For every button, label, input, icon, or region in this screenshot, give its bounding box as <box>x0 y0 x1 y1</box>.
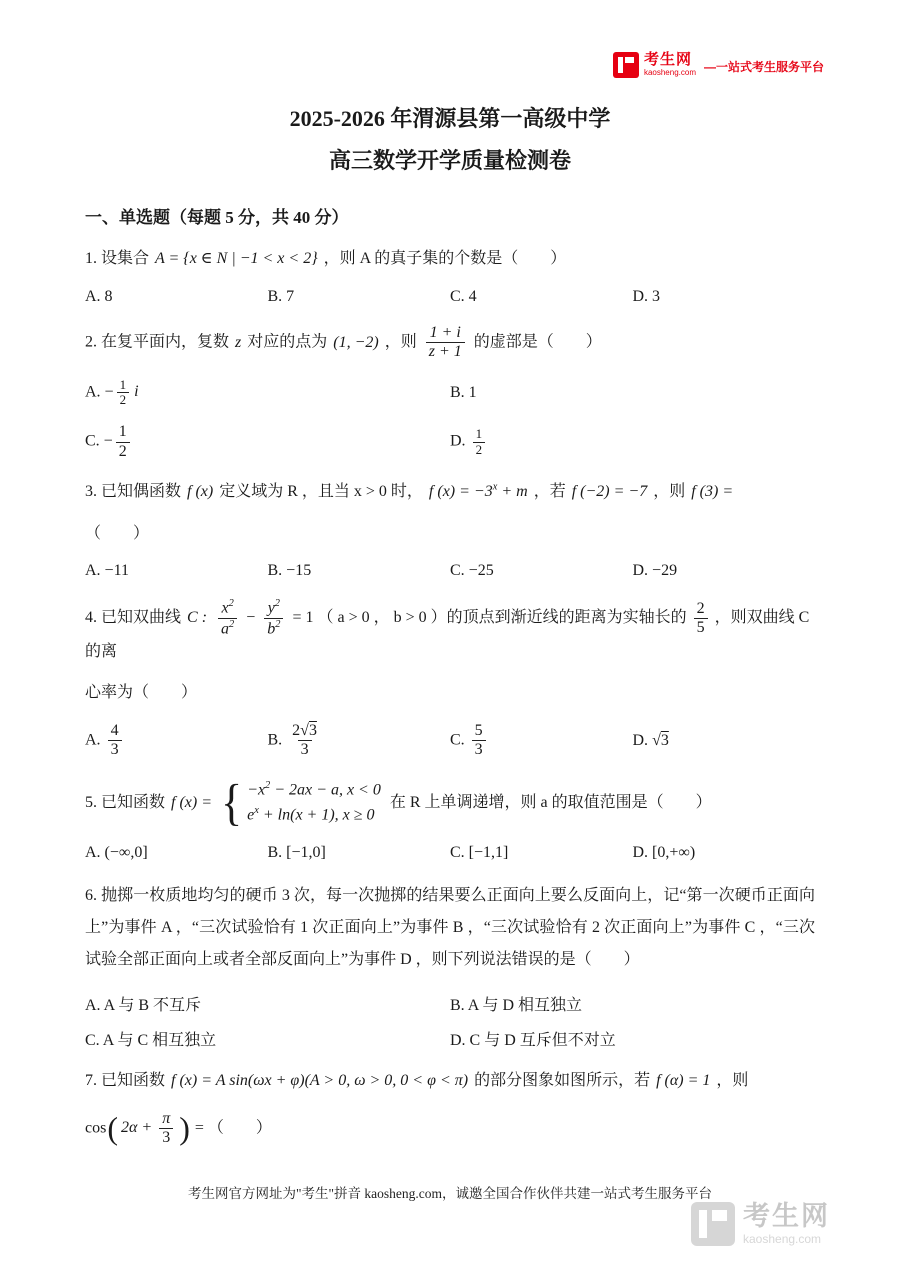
q3-text-pre: 3. 已知偶函数 <box>85 483 182 501</box>
question-5 <box>85 774 815 831</box>
q1-option-d: D. 3 <box>632 287 661 305</box>
kaosheng-logo-icon <box>613 52 639 78</box>
q2-option-a-suffix: i <box>134 383 139 401</box>
radical-sign: √ <box>300 721 309 739</box>
q4-option-d-label: D. <box>632 731 653 749</box>
q2-a-num: 1 <box>119 376 127 392</box>
q3-fx-def-sup: x <box>492 481 498 493</box>
q4-option-d <box>633 732 816 750</box>
q7-pi-frac <box>157 1110 175 1148</box>
q7-cos: cos <box>85 1119 107 1137</box>
q4-a-frac-num: 4 <box>110 721 119 739</box>
q4-frac-25 <box>694 600 708 638</box>
q4-a: a <box>221 620 230 638</box>
q4-eq: = 1 <box>292 609 314 627</box>
q4-25-den: 5 <box>694 618 708 637</box>
q1-option-c: C. 4 <box>450 287 477 305</box>
q4-b: b <box>267 620 276 638</box>
q4-y-sup: 2 <box>274 598 280 610</box>
q2-var-z: z <box>235 333 242 351</box>
q4-b2 <box>264 618 283 639</box>
q1-text-post: ，则 A 的真子集的个数是（ ） <box>323 250 567 268</box>
q5-option-a: A. (−∞,0] <box>85 843 148 861</box>
q4-option-a-label: A. <box>85 731 105 749</box>
q2-option-c <box>85 423 450 461</box>
q5-case-1 <box>247 778 381 803</box>
q2-option-d-label: D. <box>450 432 470 450</box>
sqrt-symbol <box>652 732 669 749</box>
kaosheng-watermark-icon <box>691 1202 735 1246</box>
q6-option-c: C. A 与 C 相互独立 <box>85 1031 217 1049</box>
q7-text-pre: 7. 已知函数 <box>85 1071 166 1089</box>
q4-text-post: ，则双曲线 C 的离 <box>85 609 810 660</box>
watermark-text <box>743 1202 830 1246</box>
q7-inner: 2α + <box>120 1119 153 1137</box>
kaosheng-logo-text <box>644 52 696 77</box>
q3-option-c: C. −25 <box>450 562 494 580</box>
q4-text-mid: （ a > 0 ， b > 0 ）的顶点到渐近线的距离为实轴长的 <box>317 609 687 627</box>
q4-y: y <box>267 599 275 617</box>
q3-text-mid2: ，若 <box>533 483 566 501</box>
q5-case2-sup: x <box>254 804 259 816</box>
watermark-brand: 考生网 <box>743 1201 830 1232</box>
q6-options-row2 <box>85 1027 815 1050</box>
q2-option-c-frac <box>116 423 130 461</box>
q4-minus: − <box>246 609 256 627</box>
q4-a-sup: 2 <box>229 619 235 631</box>
q4-option-a <box>85 722 268 760</box>
kaosheng-watermark <box>691 1202 830 1246</box>
q4-25-num: 2 <box>696 599 705 617</box>
q3-option-a: A. −11 <box>85 562 129 580</box>
kaosheng-logo <box>613 52 824 78</box>
q4-option-c-frac <box>472 722 486 760</box>
question-7 <box>85 1068 815 1094</box>
q2-d-den: 2 <box>473 442 486 457</box>
brand-name: 考生网 <box>643 51 692 68</box>
q4-line2: 心率为（ ） <box>85 684 198 702</box>
q4-options <box>85 722 815 760</box>
q7-f-alpha: f (α) = 1 <box>656 1071 711 1089</box>
q4-b-frac-num <box>289 722 320 740</box>
q4-b-frac-den: 3 <box>298 740 312 759</box>
q3-f3: f (3) = <box>691 483 734 501</box>
q7-text-post: ，则 <box>716 1071 749 1089</box>
q6-options-row1 <box>85 992 815 1015</box>
q4-d-radicand: 3 <box>660 731 669 749</box>
right-paren: ) <box>179 1110 190 1147</box>
q5-option-d: D. [0,+∞) <box>632 843 696 861</box>
q2-fraction <box>424 324 467 362</box>
q4-b-sup: 2 <box>275 619 281 631</box>
q2-point: (1, −2) <box>333 333 379 351</box>
q2-option-a <box>85 378 450 408</box>
q5-case2-a: e <box>247 806 255 824</box>
q2-option-a-label: A. − <box>85 383 114 401</box>
question-3 <box>85 479 815 505</box>
q3-text-mid3: ，则 <box>653 483 686 501</box>
q7-eq-blank: = （ ） <box>194 1119 272 1137</box>
q2-c-num: 1 <box>118 423 127 441</box>
q2-d-num: 1 <box>475 426 483 442</box>
q2-options-row1 <box>85 378 815 408</box>
q2-option-a-frac <box>117 378 130 408</box>
q3-fx-def-a: f (x) = −3 <box>428 483 493 501</box>
q4-option-b <box>268 722 451 760</box>
section-heading: 一、单选题（每题 5 分，共 40 分） <box>85 208 349 228</box>
q7-pi: π <box>162 1109 171 1127</box>
q1-options <box>85 288 815 306</box>
q4-x: x <box>221 599 229 617</box>
q4-a2 <box>218 618 237 639</box>
q7-function: f (x) = A sin(ωx + φ)(A > 0, ω > 0, 0 < φ < π) <box>171 1071 469 1089</box>
q4-option-c-label: C. <box>450 731 469 749</box>
q5-text-pre: 5. 已知函数 <box>85 793 166 811</box>
q5-case1-a: −x <box>247 781 266 799</box>
q5-cases-column <box>245 778 383 828</box>
q5-case1-sup: 2 <box>265 779 271 791</box>
q2-option-d <box>450 427 815 457</box>
brand-domain: kaosheng.com <box>643 68 696 77</box>
left-brace: { <box>221 774 243 831</box>
radical-sign: √ <box>652 731 661 749</box>
q2-text-post: 的虚部是（ ） <box>473 333 602 351</box>
q5-option-c: C. [−1,1] <box>450 843 509 861</box>
q3-blank-line: （ ） <box>85 524 150 542</box>
left-paren: ( <box>107 1110 118 1147</box>
q5-options <box>85 844 815 862</box>
q7-line2 <box>85 1110 815 1148</box>
question-6: 6. 抛掷一枚质地均匀的硬币 3 次，每一次抛掷的结果要么正面向上要么反面向上，记“第一次硬币正面向上”为事件 A ，“三次试验恰有 1 次正面向上”为事件 B ，“三次试验恰有 2 次正面向上”为事件 C ，“三次试验全部正面向上或者全部反面向上”为事件 D ，则下列说法错误的是（ ） <box>85 886 815 968</box>
q2-frac-num: 1 + i <box>429 323 461 341</box>
question-4 <box>85 598 815 664</box>
q2-text-pre2: 对应的点为 <box>247 333 328 351</box>
q4-x-sup: 2 <box>228 598 234 610</box>
q4-b-num-coef: 2 <box>292 721 301 739</box>
q3-text-mid1: 定义域为 R ，且当 x > 0 时， <box>219 483 423 501</box>
paper-title-line1: 2025-2026 年渭源县第一高级中学 <box>289 106 611 131</box>
q1-math-set: A = {x ∈ N | −1 < x < 2} <box>155 250 318 268</box>
q5-text-post: 在 R 上单调递增，则 a 的取值范围是（ ） <box>389 793 712 811</box>
q4-option-c <box>450 722 633 760</box>
q5-case-2 <box>247 803 381 828</box>
q4-text-pre: 4. 已知双曲线 <box>85 609 182 627</box>
q5-case2-b: + ln(x + 1), x ≥ 0 <box>258 806 375 824</box>
q2-text-pre1: 2. 在复平面内，复数 <box>85 333 230 351</box>
q2-a-den: 2 <box>117 392 130 407</box>
q4-c-frac-den: 3 <box>472 740 486 759</box>
q5-fx: f (x) = <box>171 793 213 811</box>
q3-option-b: B. −15 <box>267 562 312 580</box>
q3-options <box>85 562 815 580</box>
watermark-domain: kaosheng.com <box>743 1231 822 1246</box>
q1-option-b: B. 7 <box>267 287 295 305</box>
q3-f-neg2: f (−2) = −7 <box>571 483 648 501</box>
q4-frac-x2a2 <box>216 598 239 638</box>
q4-option-b-label: B. <box>267 731 287 749</box>
q3-fx-def-b: + m <box>497 483 528 501</box>
q4-y2 <box>265 598 283 618</box>
q7-text-mid: 的部分图象如图所示，若 <box>474 1071 651 1089</box>
sqrt-symbol <box>300 722 317 739</box>
q5-piecewise <box>221 774 383 831</box>
question-1 <box>85 246 815 272</box>
q1-option-a: A. 8 <box>85 287 113 305</box>
q6-option-b: B. A 与 D 相互独立 <box>450 996 583 1014</box>
q4-option-b-frac <box>289 722 320 760</box>
q4-a-frac-den: 3 <box>108 740 122 759</box>
q6-option-a: A. A 与 B 不互斥 <box>85 996 202 1014</box>
q2-option-c-label: C. − <box>85 432 113 450</box>
paper-title-line2: 高三数学开学质量检测卷 <box>328 147 571 173</box>
page-footer: 考生网官方网址为"考生"拼音 kaosheng.com，诚邀全国合作伙伴共建一站式考生服务平台 <box>187 1186 712 1201</box>
q2-text-pre3: ，则 <box>384 333 417 351</box>
q2-options-row2 <box>85 423 815 461</box>
q4-curve-c: C : <box>187 609 208 627</box>
q5-option-b: B. [−1,0] <box>267 843 326 861</box>
brand-tagline: —一站式考生服务平台 <box>703 60 824 74</box>
q4-option-a-frac <box>108 722 122 760</box>
q2-frac-den: z + 1 <box>426 342 465 361</box>
q5-case1-b: − 2ax − a, x < 0 <box>270 781 381 799</box>
q4-x2 <box>218 598 236 618</box>
q1-text-pre: 1. 设集合 <box>85 250 150 268</box>
q4-c-frac-num: 5 <box>474 721 483 739</box>
q4-frac-y2b2 <box>262 598 285 638</box>
q2-option-d-frac <box>473 427 486 457</box>
q4-b-radicand: 3 <box>308 721 317 739</box>
q7-pi-den: 3 <box>159 1128 173 1147</box>
q3-fx-def <box>429 483 528 500</box>
q3-option-d: D. −29 <box>632 562 678 580</box>
q2-c-den: 2 <box>116 442 130 461</box>
q6-option-d: D. C 与 D 互斥但不对立 <box>450 1031 616 1049</box>
q3-fx: f (x) <box>187 483 214 501</box>
q2-option-b: B. 1 <box>450 383 477 401</box>
question-2 <box>85 324 815 362</box>
